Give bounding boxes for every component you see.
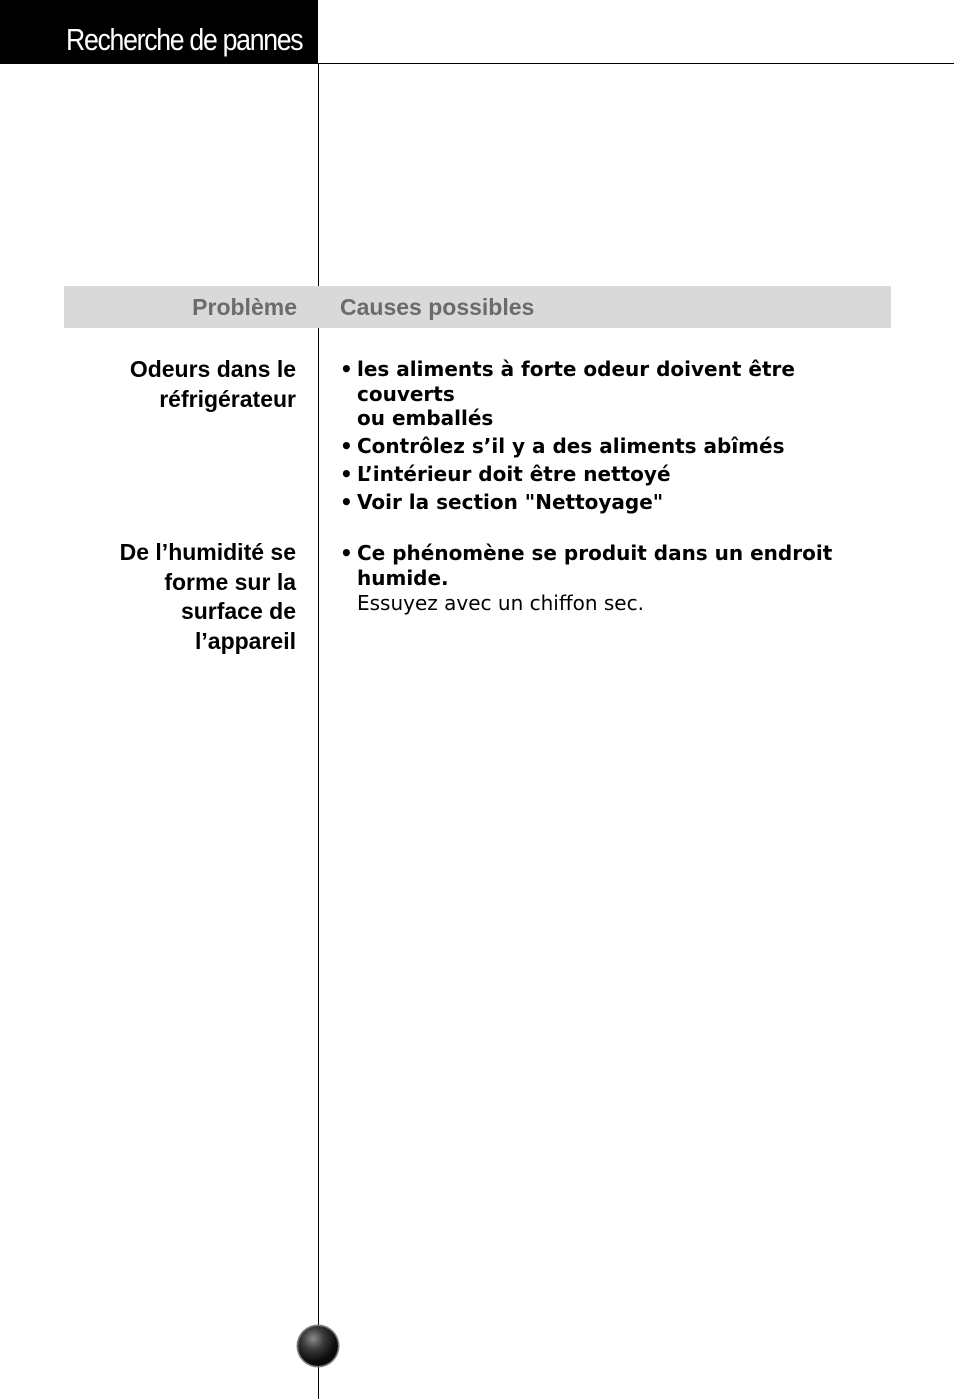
problem-line: De l’humidité se [119, 539, 296, 565]
column-divider [318, 64, 319, 1399]
problem-odors [56, 355, 296, 414]
page-title: Recherche de pannes [66, 22, 303, 57]
header-block [0, 0, 318, 64]
cause-line: les aliments à forte odeur doivent être couverts [357, 357, 795, 406]
cause-line: ou emballés [357, 406, 494, 430]
cause-item [340, 541, 880, 616]
problem-humidity [56, 538, 296, 656]
column-header-problem: Problème [192, 294, 297, 320]
problem-line: réfrigérateur [159, 385, 296, 412]
causes-list-humidity [340, 541, 880, 619]
bullet: • [340, 462, 353, 486]
cause-item [340, 434, 880, 459]
cause-item [340, 357, 880, 431]
bullet: • [340, 434, 353, 458]
cause-line: Voir la section "Nettoyage" [357, 490, 664, 514]
cause-item [340, 490, 880, 515]
cause-line: Contrôlez s’il y a des aliments abîmés [357, 434, 785, 458]
cause-line: humide. [357, 565, 449, 590]
cause-item [340, 462, 880, 487]
bullet: • [340, 357, 353, 381]
problem-line: forme sur la [164, 568, 296, 595]
page-marker-dot [298, 1326, 338, 1366]
problem-line: l’appareil [195, 627, 296, 654]
cause-line: L’intérieur doit être nettoyé [357, 462, 671, 486]
table-header [64, 286, 891, 328]
cause-line: Ce phénomène se produit dans un endroit [357, 541, 833, 565]
problem-line: Odeurs dans le [129, 356, 296, 382]
column-header-causes: Causes possibles [340, 294, 535, 320]
header-rule [318, 63, 954, 64]
bullet: • [340, 490, 353, 514]
cause-note: Essuyez avec un chiffon sec. [357, 591, 644, 615]
causes-list-odors [340, 357, 880, 518]
problem-line: surface de [180, 598, 296, 624]
bullet: • [340, 541, 353, 565]
